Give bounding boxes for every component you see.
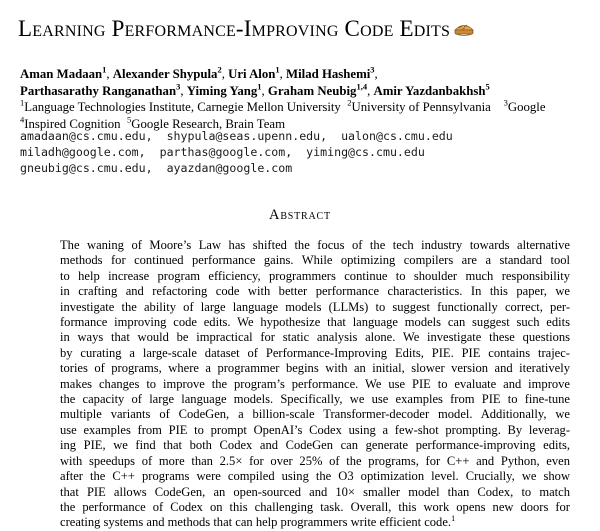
author: Milad Hashemi$^3$ <box>286 64 375 81</box>
author: Graham Neubig$^{1,4}$ <box>267 81 368 98</box>
email-line: miladh@google.com, parthas@google.com, yiming@cs.cmu.edu <box>20 145 425 159</box>
abstract-line: by curating a large-scale dataset of Performance-Improving Edits, PIE. PIE contains trajec- <box>60 345 570 360</box>
affiliation: $^3$Google <box>503 97 546 114</box>
abstract-line: after the C++ programs were compiled using the O3 optimization level. Crucially, we show <box>60 469 570 484</box>
abstract-line: in ways that would be impractical for static analysis alone. We investigate these questions <box>60 330 570 345</box>
author: Uri Alon$^1$ <box>228 64 280 81</box>
author: Alexander Shypula$^2$ <box>112 64 222 81</box>
email-block <box>20 128 595 176</box>
abstract-line: The waning of Moore’s Law has shifted the focus of the tech industry towards alternative <box>60 238 570 252</box>
author: Aman Madaan$^1$ <box>20 64 107 81</box>
affiliation: $^1$Language Technologies Institute, Carnegie Mellon University <box>20 97 341 114</box>
abstract-line: the performance of Codex on this challenging task. Overall, this work opens new doors for <box>60 499 570 514</box>
abstract-line: use examples from PIE to prompt OpenAI’s Codex using a few-shot prompting. By leverag- <box>60 422 570 437</box>
footnote-mark: 1 <box>451 513 456 524</box>
author: Parthasarathy Ranganathan$^3$ <box>20 81 181 98</box>
pie-icon <box>454 18 474 36</box>
abstract-line-last: creating systems and methods that can help programmers write efficient code.$^1$ <box>60 513 456 530</box>
abstract-heading: Abstract <box>269 207 331 223</box>
abstract-line: multiple variants of CodeGen, a billion-scale Transformer-decoder model. Additionally, we <box>60 407 570 422</box>
abstract-line: ing PIE, we find that both Codex and CodeGen can generate performance-improving edits, <box>60 438 570 453</box>
abstract-line: makes changes to improve the program’s performance. We use PIE to evaluate and improve <box>60 376 570 391</box>
abstract-line: in crafting and refactoring code with better performance characteristics. In this paper, we <box>60 284 570 299</box>
abstract-line: to help increase program efficiency, programmers continue to shoulder much responsibility <box>60 268 570 283</box>
abstract-line: with speedups of more than 2.5× for over 25% of the programs, for C++ and Python, even <box>60 453 570 468</box>
affiliation: $^2$University of Pennsylvania <box>347 97 491 114</box>
affiliation: $^5$Google Research, Brain Team <box>126 114 286 131</box>
abstract-line: methods for continued performance gains. While optimizing compilers are a standard tool <box>60 253 570 268</box>
author: Amir Yazdanbakhsh$^5$ <box>373 81 490 98</box>
abstract-body <box>60 238 570 531</box>
email-line: gneubig@cs.cmu.edu, ayazdan@google.com <box>20 161 293 175</box>
abstract-line: that PIE allows CodeGen, an open-sourced and 10× smaller model than Codex, to match <box>60 484 570 499</box>
affiliations-line-1 <box>20 99 595 116</box>
authors-line-2: Parthasarathy Ranganathan$^3$, Yiming Yang$^1$, Graham Neubig$^{1,4}$, Amir Yazdanbakhsh$^5$ <box>20 81 490 98</box>
author-block <box>20 66 595 132</box>
affiliation: $^4$Inspired Cognition <box>20 114 121 131</box>
paper-title-text: Learning Performance-Improving Code Edits <box>18 16 451 41</box>
abstract-line: investigate the ability of large language models (LLMs) to suggest functionally correct, per- <box>60 299 570 314</box>
authors-line-1: Aman Madaan$^1$, Alexander Shypula$^2$, Uri Alon$^1$, Milad Hashemi$^3$, <box>20 64 378 81</box>
abstract-line: tories of programs, where a programmer begins with an initial, slower version and iteratively <box>60 361 570 376</box>
paper-title <box>18 16 593 42</box>
email-line: amadaan@cs.cmu.edu, shypula@seas.upenn.edu, ualon@cs.cmu.edu <box>20 129 453 143</box>
abstract-line: formance improving code edits. We hypothesize that language models can suggest such edits <box>60 315 570 330</box>
author: Yiming Yang$^1$ <box>186 81 262 98</box>
abstract-line: the capacity of large language models. Specifically, we use examples from PIE to fine-tune <box>60 392 570 407</box>
